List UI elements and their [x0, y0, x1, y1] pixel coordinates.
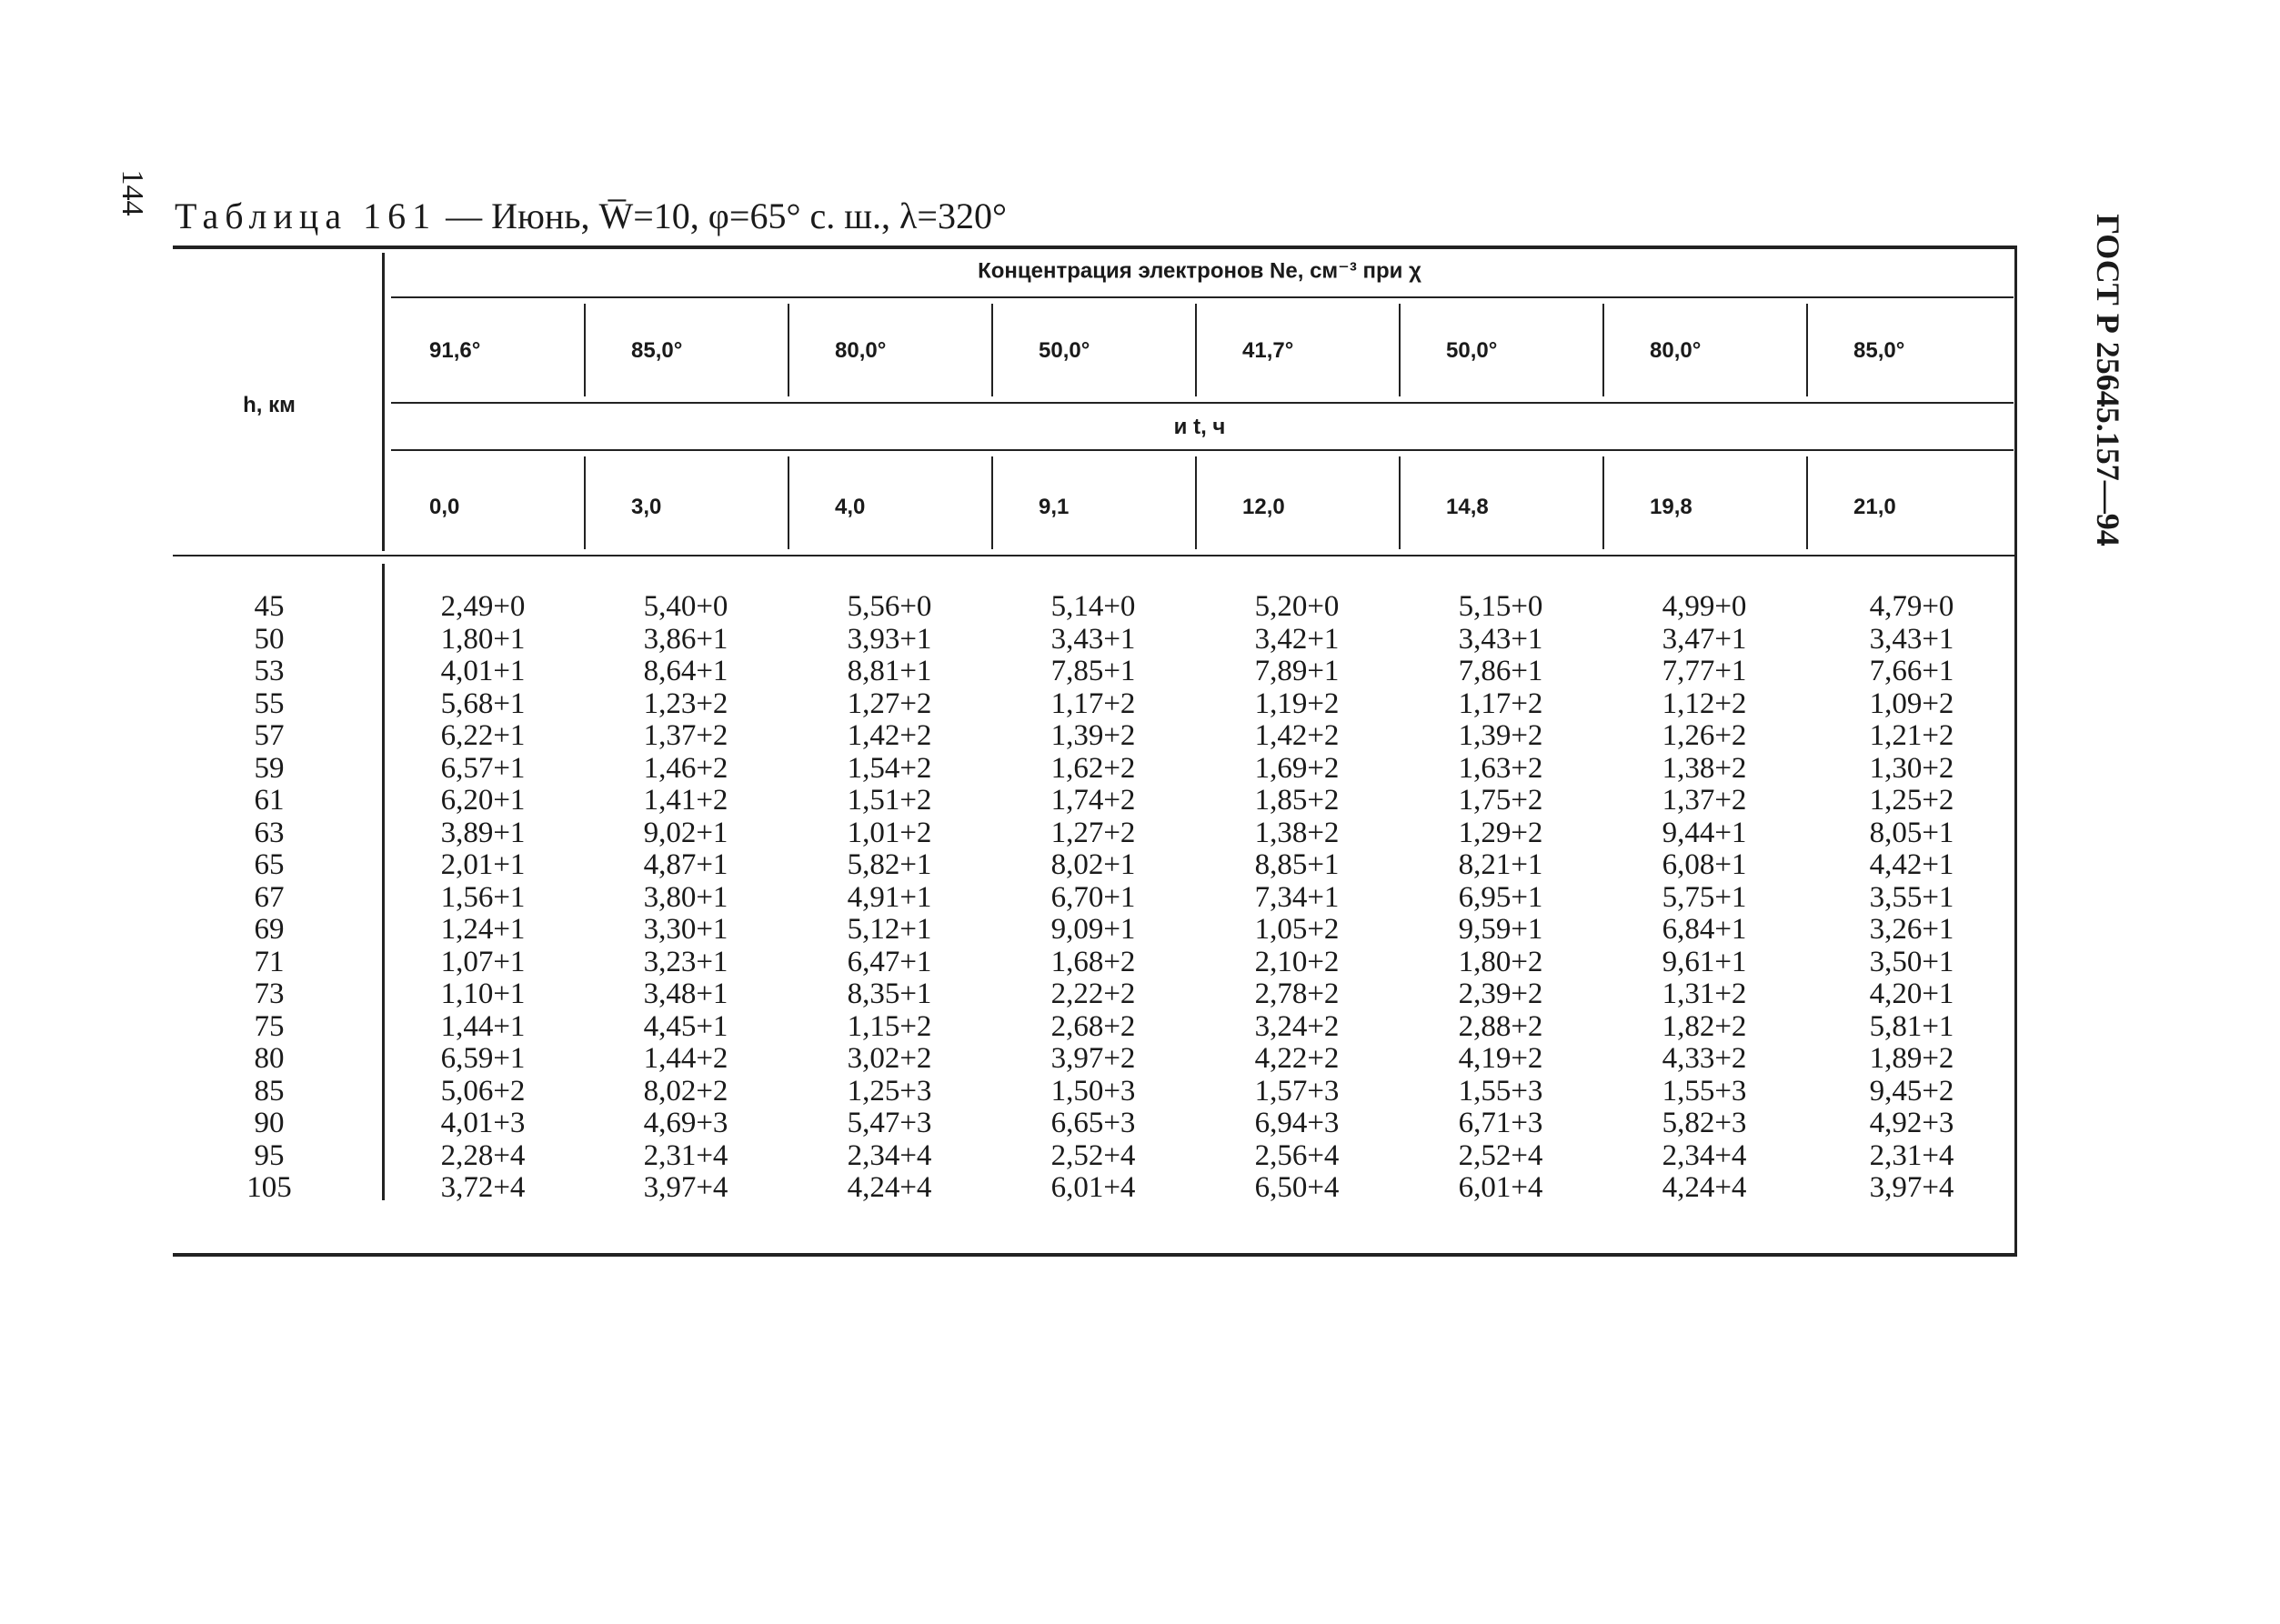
concentration-value: 1,55+3 [1458, 1074, 1543, 1108]
h-value: 90 [254, 1107, 285, 1139]
time-column-divider [1806, 456, 1808, 549]
time-column-divider [991, 456, 993, 549]
concentration-value: 6,20+1 [440, 784, 526, 817]
concentration-value: 1,82+2 [1662, 1009, 1747, 1043]
concentration-value: 1,44+2 [643, 1042, 728, 1075]
concentration-value: 1,69+2 [1254, 751, 1340, 785]
concentration-value: 6,01+4 [1050, 1171, 1136, 1204]
chi-row-rule [391, 402, 2014, 404]
concentration-value: 4,33+2 [1662, 1042, 1747, 1075]
concentration-value: 9,44+1 [1662, 816, 1747, 849]
chi-column-divider [1806, 304, 1808, 396]
chi-value: 85,0° [631, 338, 683, 363]
concentration-value: 9,59+1 [1458, 913, 1543, 946]
t-value: 0,0 [429, 495, 460, 519]
concentration-value: 3,89+1 [440, 816, 526, 849]
chi-column-divider [1399, 304, 1401, 396]
concentration-value: 1,57+3 [1254, 1074, 1340, 1108]
concentration-value: 3,80+1 [643, 880, 728, 914]
concentration-title-rule [391, 296, 2014, 298]
header-body-separator [173, 555, 2017, 556]
concentration-value: 5,47+3 [847, 1107, 932, 1139]
concentration-value: 6,50+4 [1254, 1171, 1340, 1204]
concentration-value: 8,81+1 [847, 655, 932, 687]
concentration-value: 1,38+2 [1662, 751, 1747, 785]
concentration-value: 1,23+2 [643, 687, 728, 720]
concentration-value: 3,23+1 [643, 945, 728, 978]
concentration-value: 1,10+1 [440, 977, 526, 1010]
concentration-value: 3,48+1 [643, 977, 728, 1010]
concentration-value: 4,01+3 [440, 1107, 526, 1139]
table-caption-lead: Таблица 161 [175, 195, 437, 236]
t-value: 21,0 [1853, 495, 1896, 519]
concentration-value: 1,42+2 [1254, 719, 1340, 752]
concentration-value: 1,30+2 [1869, 751, 1954, 785]
h-value: 45 [254, 590, 285, 623]
concentration-value: 8,35+1 [847, 977, 932, 1010]
concentration-value: 3,26+1 [1869, 913, 1954, 946]
concentration-value: 1,05+2 [1254, 913, 1340, 946]
concentration-value: 1,24+1 [440, 913, 526, 946]
time-column-divider [584, 456, 586, 549]
concentration-value: 3,55+1 [1869, 880, 1954, 914]
concentration-value: 3,47+1 [1662, 622, 1747, 656]
concentration-value: 2,31+4 [1869, 1138, 1954, 1172]
concentration-value: 5,82+3 [1662, 1107, 1747, 1139]
concentration-value: 6,70+1 [1050, 880, 1136, 914]
concentration-value: 3,97+2 [1050, 1042, 1136, 1075]
concentration-value: 1,44+1 [440, 1009, 526, 1043]
h-value: 53 [254, 655, 285, 687]
concentration-value: 1,12+2 [1662, 687, 1747, 720]
concentration-value: 1,07+1 [440, 945, 526, 978]
concentration-value: 1,19+2 [1254, 687, 1340, 720]
page-number: 144 [116, 169, 149, 216]
concentration-value: 2,28+4 [440, 1138, 526, 1172]
concentration-value: 5,14+0 [1050, 590, 1136, 623]
h-value: 80 [254, 1042, 285, 1075]
concentration-value: 1,25+2 [1869, 784, 1954, 817]
h-value: 71 [254, 945, 285, 978]
concentration-value: 4,22+2 [1254, 1042, 1340, 1075]
concentration-value: 1,80+1 [440, 622, 526, 656]
chi-column-divider [584, 304, 586, 396]
concentration-value: 6,47+1 [847, 945, 932, 978]
concentration-value: 3,02+2 [847, 1042, 932, 1075]
concentration-value: 4,24+4 [1662, 1171, 1747, 1204]
concentration-value: 7,66+1 [1869, 655, 1954, 687]
chi-column-divider [991, 304, 993, 396]
concentration-value: 8,02+2 [643, 1074, 728, 1108]
concentration-value: 7,86+1 [1458, 655, 1543, 687]
concentration-value: 1,46+2 [643, 751, 728, 785]
concentration-value: 2,88+2 [1458, 1009, 1543, 1043]
concentration-value: 4,24+4 [847, 1171, 932, 1204]
t-value: 14,8 [1446, 495, 1489, 519]
concentration-value: 3,97+4 [1869, 1171, 1954, 1204]
concentration-value: 1,17+2 [1458, 687, 1543, 720]
concentration-value: 1,25+3 [847, 1074, 932, 1108]
concentration-value: 1,68+2 [1050, 945, 1136, 978]
electron-concentration-table [173, 246, 2017, 1257]
concentration-value: 9,09+1 [1050, 913, 1136, 946]
concentration-value: 9,45+2 [1869, 1074, 1954, 1108]
concentration-value: 5,75+1 [1662, 880, 1747, 914]
concentration-value: 2,52+4 [1050, 1138, 1136, 1172]
concentration-value: 1,74+2 [1050, 784, 1136, 817]
h-column-separator-body [382, 564, 385, 1200]
concentration-value: 1,39+2 [1458, 719, 1543, 752]
h-value: 50 [254, 622, 285, 656]
concentration-value: 2,10+2 [1254, 945, 1340, 978]
concentration-value: 2,39+2 [1458, 977, 1543, 1010]
concentration-value: 6,59+1 [440, 1042, 526, 1075]
chi-value: 80,0° [835, 338, 887, 363]
concentration-value: 1,89+2 [1869, 1042, 1954, 1075]
concentration-value: 1,62+2 [1050, 751, 1136, 785]
concentration-value: 2,34+4 [1662, 1138, 1747, 1172]
concentration-value: 5,20+0 [1254, 590, 1340, 623]
concentration-value: 4,87+1 [643, 848, 728, 881]
h-value: 73 [254, 977, 285, 1010]
chi-value: 91,6° [429, 338, 481, 363]
concentration-value: 8,85+1 [1254, 848, 1340, 881]
concentration-value: 5,15+0 [1458, 590, 1543, 623]
concentration-value: 6,22+1 [440, 719, 526, 752]
concentration-value: 6,65+3 [1050, 1107, 1136, 1139]
time-column-divider [1399, 456, 1401, 549]
concentration-value: 4,99+0 [1662, 590, 1747, 623]
concentration-value: 1,29+2 [1458, 816, 1543, 849]
h-value: 65 [254, 848, 285, 881]
concentration-value: 2,56+4 [1254, 1138, 1340, 1172]
h-value: 95 [254, 1138, 285, 1172]
concentration-value: 1,37+2 [643, 719, 728, 752]
concentration-value: 2,52+4 [1458, 1138, 1543, 1172]
chi-column-divider [1602, 304, 1604, 396]
concentration-value: 1,15+2 [847, 1009, 932, 1043]
concentration-value: 1,38+2 [1254, 816, 1340, 849]
concentration-title: Концентрация электронов Ne, см⁻³ при χ [978, 258, 1421, 284]
concentration-value: 3,50+1 [1869, 945, 1954, 978]
concentration-value: 8,64+1 [643, 655, 728, 687]
time-column-divider [788, 456, 789, 549]
table-right-rule [2014, 246, 2017, 1257]
concentration-value: 5,68+1 [440, 687, 526, 720]
t-value: 4,0 [835, 495, 866, 519]
concentration-value: 6,57+1 [440, 751, 526, 785]
concentration-value: 4,01+1 [440, 655, 526, 687]
concentration-value: 4,42+1 [1869, 848, 1954, 881]
concentration-value: 1,42+2 [847, 719, 932, 752]
concentration-value: 8,05+1 [1869, 816, 1954, 849]
concentration-value: 1,17+2 [1050, 687, 1136, 720]
concentration-value: 5,40+0 [643, 590, 728, 623]
h-value: 75 [254, 1009, 285, 1043]
concentration-value: 4,79+0 [1869, 590, 1954, 623]
row-label-h-km: h, км [243, 393, 296, 417]
concentration-value: 2,68+2 [1050, 1009, 1136, 1043]
concentration-value: 2,49+0 [440, 590, 526, 623]
concentration-value: 1,31+2 [1662, 977, 1747, 1010]
concentration-value: 1,27+2 [1050, 816, 1136, 849]
concentration-value: 3,24+2 [1254, 1009, 1340, 1043]
h-value: 105 [246, 1171, 292, 1204]
h-value: 61 [254, 784, 285, 817]
chi-value: 50,0° [1039, 338, 1090, 363]
concentration-value: 1,56+1 [440, 880, 526, 914]
concentration-value: 2,34+4 [847, 1138, 932, 1172]
concentration-value: 3,86+1 [643, 622, 728, 656]
concentration-value: 3,43+1 [1050, 622, 1136, 656]
time-title-rule [391, 449, 2014, 451]
concentration-value: 5,82+1 [847, 848, 932, 881]
concentration-value: 5,12+1 [847, 913, 932, 946]
concentration-value: 3,72+4 [440, 1171, 526, 1204]
concentration-value: 4,45+1 [643, 1009, 728, 1043]
time-column-divider [1195, 456, 1197, 549]
concentration-value: 8,21+1 [1458, 848, 1543, 881]
h-value: 67 [254, 880, 285, 914]
concentration-value: 1,01+2 [847, 816, 932, 849]
h-column-separator [382, 253, 385, 551]
concentration-value: 3,93+1 [847, 622, 932, 656]
document-standard-label: ГОСТ Р 25645.157—94 [2090, 214, 2126, 546]
t-value: 9,1 [1039, 495, 1070, 519]
concentration-value: 1,09+2 [1869, 687, 1954, 720]
concentration-value: 7,89+1 [1254, 655, 1340, 687]
concentration-value: 1,37+2 [1662, 784, 1747, 817]
concentration-value: 4,92+3 [1869, 1107, 1954, 1139]
concentration-value: 7,34+1 [1254, 880, 1340, 914]
concentration-value: 4,20+1 [1869, 977, 1954, 1010]
chi-column-divider [1195, 304, 1197, 396]
concentration-value: 6,08+1 [1662, 848, 1747, 881]
concentration-value: 5,56+0 [847, 590, 932, 623]
concentration-value: 6,94+3 [1254, 1107, 1340, 1139]
table-caption-conditions: — Июнь, W̅=10, φ=65° с. ш., λ=320° [446, 195, 1007, 236]
concentration-value: 7,85+1 [1050, 655, 1136, 687]
h-value: 69 [254, 913, 285, 946]
concentration-value: 8,02+1 [1050, 848, 1136, 881]
concentration-value: 1,80+2 [1458, 945, 1543, 978]
concentration-value: 1,63+2 [1458, 751, 1543, 785]
chi-value: 41,7° [1242, 338, 1294, 363]
concentration-value: 1,27+2 [847, 687, 932, 720]
concentration-value: 6,95+1 [1458, 880, 1543, 914]
concentration-value: 5,81+1 [1869, 1009, 1954, 1043]
h-value: 59 [254, 751, 285, 785]
h-value: 63 [254, 816, 285, 849]
concentration-value: 9,61+1 [1662, 945, 1747, 978]
concentration-value: 1,26+2 [1662, 719, 1747, 752]
concentration-value: 1,51+2 [847, 784, 932, 817]
concentration-value: 6,01+4 [1458, 1171, 1543, 1204]
concentration-value: 2,01+1 [440, 848, 526, 881]
concentration-value: 9,02+1 [643, 816, 728, 849]
concentration-value: 3,30+1 [643, 913, 728, 946]
concentration-value: 1,55+3 [1662, 1074, 1747, 1108]
h-value: 57 [254, 719, 285, 752]
concentration-value: 5,06+2 [440, 1074, 526, 1108]
concentration-value: 4,69+3 [643, 1107, 728, 1139]
time-column-divider [1602, 456, 1604, 549]
t-value: 12,0 [1242, 495, 1285, 519]
concentration-value: 7,77+1 [1662, 655, 1747, 687]
table-top-rule [173, 246, 2017, 249]
concentration-value: 2,78+2 [1254, 977, 1340, 1010]
concentration-value: 3,42+1 [1254, 622, 1340, 656]
chi-value: 50,0° [1446, 338, 1498, 363]
concentration-value: 1,21+2 [1869, 719, 1954, 752]
concentration-value: 1,85+2 [1254, 784, 1340, 817]
chi-value: 80,0° [1650, 338, 1702, 363]
concentration-value: 6,71+3 [1458, 1107, 1543, 1139]
chi-value: 85,0° [1853, 338, 1905, 363]
chi-column-divider [788, 304, 789, 396]
table-caption [175, 195, 1007, 237]
concentration-value: 3,43+1 [1458, 622, 1543, 656]
concentration-value: 1,75+2 [1458, 784, 1543, 817]
concentration-value: 3,43+1 [1869, 622, 1954, 656]
h-value: 55 [254, 687, 285, 720]
concentration-value: 2,22+2 [1050, 977, 1136, 1010]
concentration-value: 1,50+3 [1050, 1074, 1136, 1108]
concentration-value: 1,41+2 [643, 784, 728, 817]
concentration-value: 4,91+1 [847, 880, 932, 914]
concentration-value: 1,54+2 [847, 751, 932, 785]
concentration-value: 3,97+4 [643, 1171, 728, 1204]
concentration-value: 1,39+2 [1050, 719, 1136, 752]
t-value: 19,8 [1650, 495, 1692, 519]
concentration-value: 4,19+2 [1458, 1042, 1543, 1075]
t-value: 3,0 [631, 495, 662, 519]
concentration-value: 2,31+4 [643, 1138, 728, 1172]
h-value: 85 [254, 1074, 285, 1108]
table-bottom-rule [173, 1253, 2017, 1257]
concentration-value: 6,84+1 [1662, 913, 1747, 946]
time-title: и t, ч [1173, 415, 1226, 439]
